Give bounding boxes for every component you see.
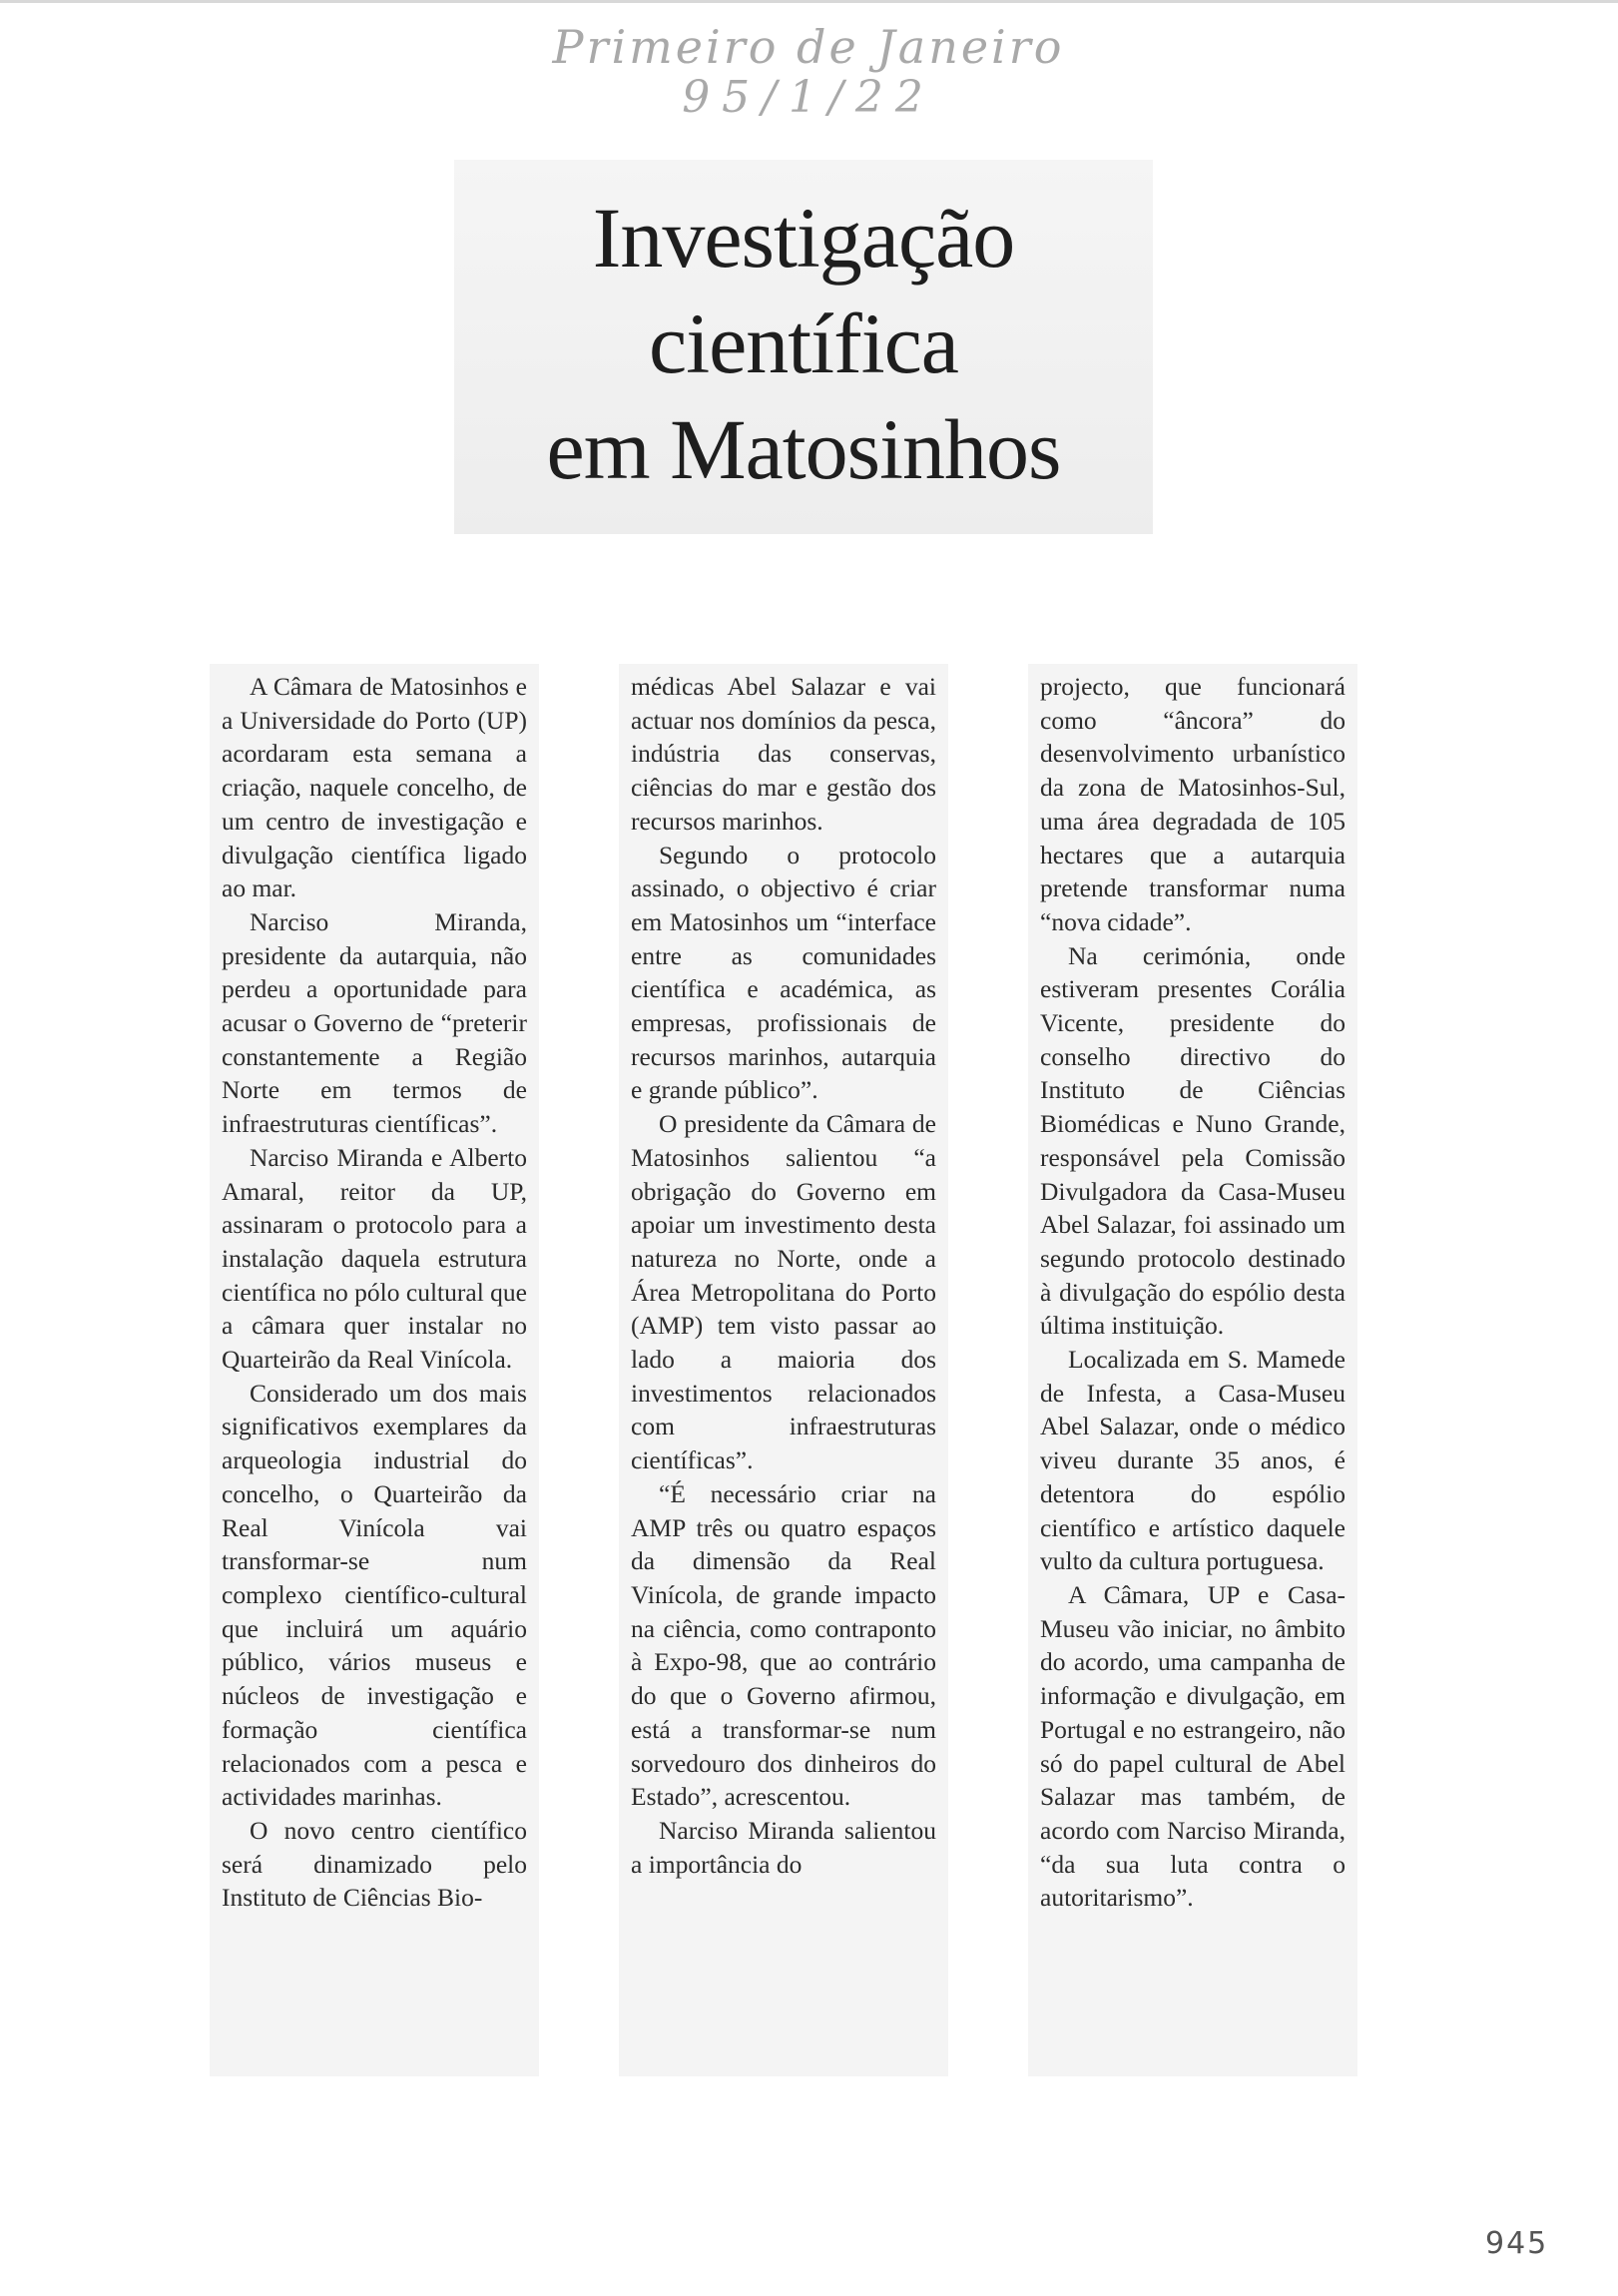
paragraph: projecto, que funcionará como “âncora” do desenvolvimento urbanístico da zona de Matosinhos-Sul, uma área degradada de 105 hectares que a autarquia pretende transformar numa “nova cidade”.	[1040, 672, 1346, 936]
paragraph: Localizada em S. Mamede de Infesta, a Casa-Museu Abel Salazar, onde o médico viveu durante 35 anos, é detentora do espólio científico e artístico daquele vulto da cultura portuguesa.	[1040, 1345, 1346, 1576]
headline-line-1: Investigação	[592, 190, 1015, 286]
paragraph: Na cerimónia, onde estiveram presentes Corália Vicente, presidente do conselho directivo do Instituto de Ciências Biomédicas e Nuno Grande, responsável pela Comissão Divulgadora da Casa-Museu Abel Salazar, foi assinado um segundo protocolo destinado à divulgação do espólio desta última instituição.	[1040, 940, 1346, 1341]
paragraph: A Câmara, UP e Casa-Museu vão iniciar, no âmbito do acordo, uma campanha de informação e divulgação, em Portugal e no estrangeiro, não só do papel cultural de Abel Salazar mas também, de acordo com Narciso Miranda, “da sua luta contra o autoritarismo”.	[1040, 1579, 1346, 1913]
paragraph: O presidente da Câmara de Matosinhos salientou “a obrigação do Governo em apoiar um investimento desta natureza no Norte, onde a Área Metropolitana do Porto (AMP) tem visto passar ao lado a maioria dos investimentos relacionados com infraestruturas científicas”.	[631, 1109, 936, 1475]
article-body	[210, 664, 1367, 2076]
paragraph: A Câmara de Matosinhos e a Universidade do Porto (UP) acordaram esta semana a criação, naquele concelho, de um centro de investigação e divulgação científica ligado ao mar.	[222, 672, 527, 903]
headline-line-2: científica	[649, 295, 958, 391]
paragraph: Narciso Miranda e Alberto Amaral, reitor da UP, assinaram o protocolo para a instalação daquela estrutura científica no pólo cultural que a câmara quer instalar no Quarteirão da Real Vinícola.	[222, 1142, 527, 1375]
paragraph: Narciso Miranda salientou a importância do	[631, 1815, 936, 1879]
article-column-2	[619, 664, 948, 2076]
paragraph: Narciso Miranda, presidente da autarquia, não perdeu a oportunidade para acusar o Governo de “preterir constantemente a Região Norte em termos de infraestruturas científicas”.	[222, 906, 527, 1139]
headline-line-3: em Matosinhos	[546, 401, 1061, 497]
page-top-rule	[0, 0, 1618, 3]
paragraph: Considerado um dos mais significativos exemplares da arqueologia industrial do concelho, o Quarteirão da Real Vinícola vai transformar-se num complexo científico-cultural que incluirá um aquário público, vários museus e núcleos de investigação e formação científica relacionados com a pesca e actividades marinhas.	[222, 1378, 527, 1812]
handwritten-date-note: 95/1/22	[682, 72, 935, 123]
paragraph: O novo centro científico será dinamizado pelo Instituto de Ciências Bio-	[222, 1815, 527, 1913]
paragraph: Segundo o protocolo assinado, o objectivo é criar em Matosinhos um “interface entre as comunidades científica e académica, as empresas, profissionais de recursos marinhos, autarquia e grande público”.	[631, 840, 936, 1105]
paragraph: médicas Abel Salazar e vai actuar nos domínios da pesca, indústria das conservas, ciências do mar e gestão dos recursos marinhos.	[631, 672, 936, 836]
article-column-3	[1028, 664, 1357, 2076]
article-column-1	[210, 664, 539, 2076]
page-number: 945	[1485, 2226, 1549, 2261]
paragraph: “É necessário criar na AMP três ou quatro espaços da dimensão da Real Vinícola, de grande impacto na ciência, como contraponto à Expo-98, que ao contrário do que o Governo afirmou, está a transformar-se num sorvedouro dos dinheiros do Estado”, acrescentou.	[631, 1478, 936, 1812]
article-headline	[454, 185, 1153, 502]
handwritten-source-note: Primeiro de Janeiro	[552, 20, 1065, 74]
